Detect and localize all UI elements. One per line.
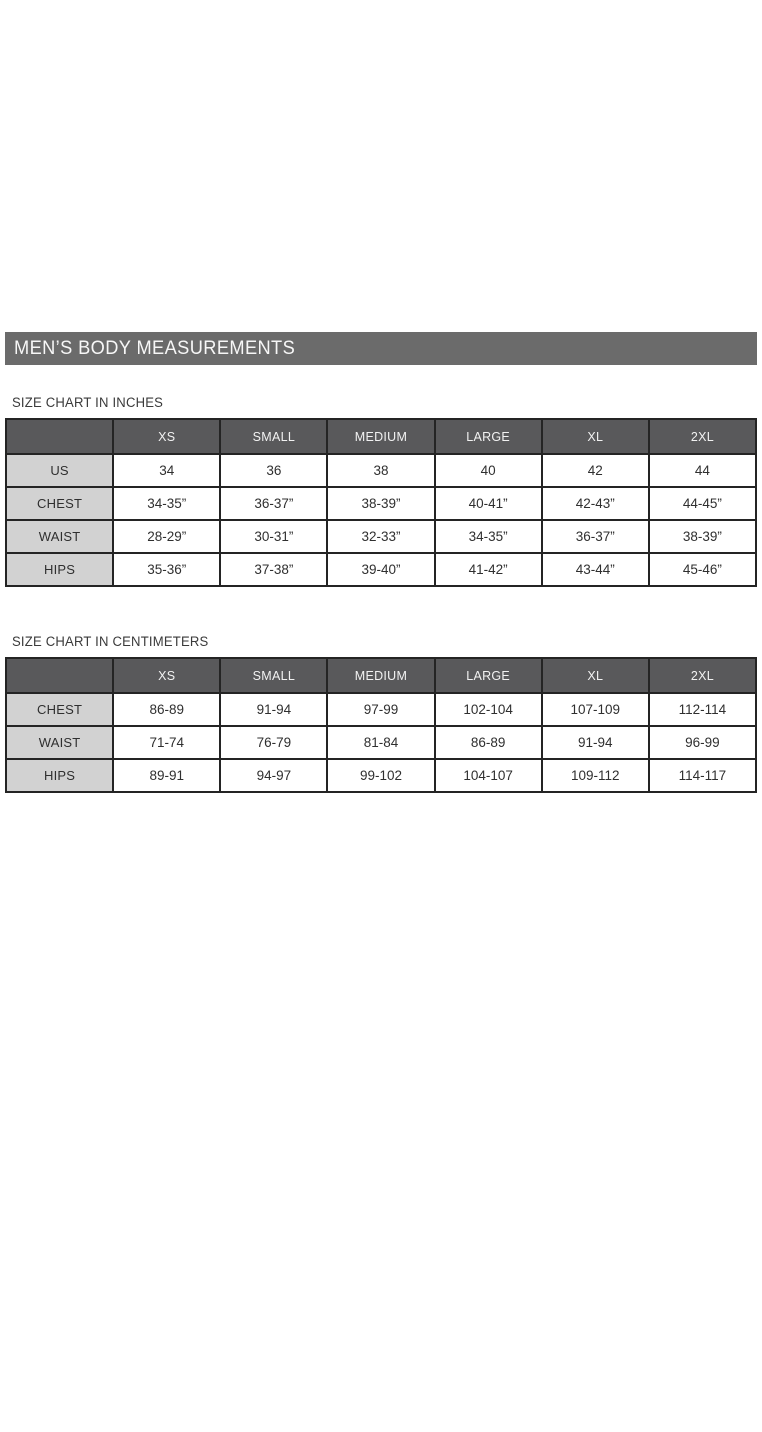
row-label-cell: WAIST: [6, 726, 113, 759]
table-row: [6, 487, 756, 520]
row-label-cell: HIPS: [6, 759, 113, 792]
measurement-cell: 81-84: [327, 726, 434, 759]
table-row: [6, 454, 756, 487]
measurement-cell: 37-38”: [220, 553, 327, 586]
measurement-cell: 86-89: [113, 693, 220, 726]
measurement-cell: 42: [542, 454, 649, 487]
table-row: [6, 520, 756, 553]
measurement-cell: 44-45”: [649, 487, 756, 520]
measurement-cell: 42-43”: [542, 487, 649, 520]
measurement-cell: 39-40”: [327, 553, 434, 586]
row-label-cell: CHEST: [6, 487, 113, 520]
corner-cell: [6, 419, 113, 454]
table-row: [6, 726, 756, 759]
size-column-header: SMALL: [220, 658, 327, 693]
measurement-cell: 38: [327, 454, 434, 487]
measurement-cell: 109-112: [542, 759, 649, 792]
title-bar: [5, 332, 757, 365]
measurement-cell: 96-99: [649, 726, 756, 759]
measurement-cell: 28-29”: [113, 520, 220, 553]
measurement-cell: 94-97: [220, 759, 327, 792]
size-table-inches: [5, 418, 757, 587]
row-label-cell: US: [6, 454, 113, 487]
size-column-header: 2XL: [649, 658, 756, 693]
measurement-cell: 34-35”: [435, 520, 542, 553]
size-column-header: MEDIUM: [327, 419, 434, 454]
measurement-cell: 102-104: [435, 693, 542, 726]
measurement-cell: 86-89: [435, 726, 542, 759]
size-column-header: XS: [113, 658, 220, 693]
page-title: MEN’S BODY MEASUREMENTS: [14, 337, 296, 359]
measurement-cell: 36-37”: [542, 520, 649, 553]
row-label-cell: WAIST: [6, 520, 113, 553]
measurement-cell: 38-39”: [327, 487, 434, 520]
size-column-header: XL: [542, 419, 649, 454]
measurement-cell: 104-107: [435, 759, 542, 792]
measurement-cell: 76-79: [220, 726, 327, 759]
measurement-cell: 41-42”: [435, 553, 542, 586]
size-column-header: XL: [542, 658, 649, 693]
measurement-cell: 99-102: [327, 759, 434, 792]
measurement-cell: 40-41”: [435, 487, 542, 520]
table-row: [6, 553, 756, 586]
measurement-cell: 114-117: [649, 759, 756, 792]
measurement-cell: 36-37”: [220, 487, 327, 520]
size-column-header: LARGE: [435, 658, 542, 693]
size-table-centimeters: [5, 657, 757, 793]
size-column-header: LARGE: [435, 419, 542, 454]
measurement-cell: 97-99: [327, 693, 434, 726]
size-column-header: SMALL: [220, 419, 327, 454]
measurement-cell: 38-39”: [649, 520, 756, 553]
size-column-header: MEDIUM: [327, 658, 434, 693]
measurement-cell: 44: [649, 454, 756, 487]
measurement-cell: 112-114: [649, 693, 756, 726]
section-inches: [0, 395, 762, 587]
table-row: [6, 759, 756, 792]
table-row: [6, 693, 756, 726]
row-label-cell: HIPS: [6, 553, 113, 586]
section-centimeters: [0, 634, 762, 793]
section-heading-inches: SIZE CHART IN INCHES: [12, 395, 164, 410]
measurement-cell: 107-109: [542, 693, 649, 726]
table-header-row: [6, 658, 756, 693]
measurement-cell: 35-36”: [113, 553, 220, 586]
size-guide-page: [0, 332, 762, 1432]
measurement-cell: 34: [113, 454, 220, 487]
size-column-header: 2XL: [649, 419, 756, 454]
section-heading-centimeters: SIZE CHART IN CENTIMETERS: [12, 634, 209, 649]
table-header-row: [6, 419, 756, 454]
measurement-cell: 30-31”: [220, 520, 327, 553]
corner-cell: [6, 658, 113, 693]
measurement-cell: 91-94: [542, 726, 649, 759]
measurement-cell: 45-46”: [649, 553, 756, 586]
measurement-cell: 89-91: [113, 759, 220, 792]
size-column-header: XS: [113, 419, 220, 454]
measurement-cell: 71-74: [113, 726, 220, 759]
measurement-cell: 34-35”: [113, 487, 220, 520]
measurement-cell: 43-44”: [542, 553, 649, 586]
measurement-cell: 32-33”: [327, 520, 434, 553]
measurement-cell: 91-94: [220, 693, 327, 726]
measurement-cell: 36: [220, 454, 327, 487]
measurement-cell: 40: [435, 454, 542, 487]
row-label-cell: CHEST: [6, 693, 113, 726]
